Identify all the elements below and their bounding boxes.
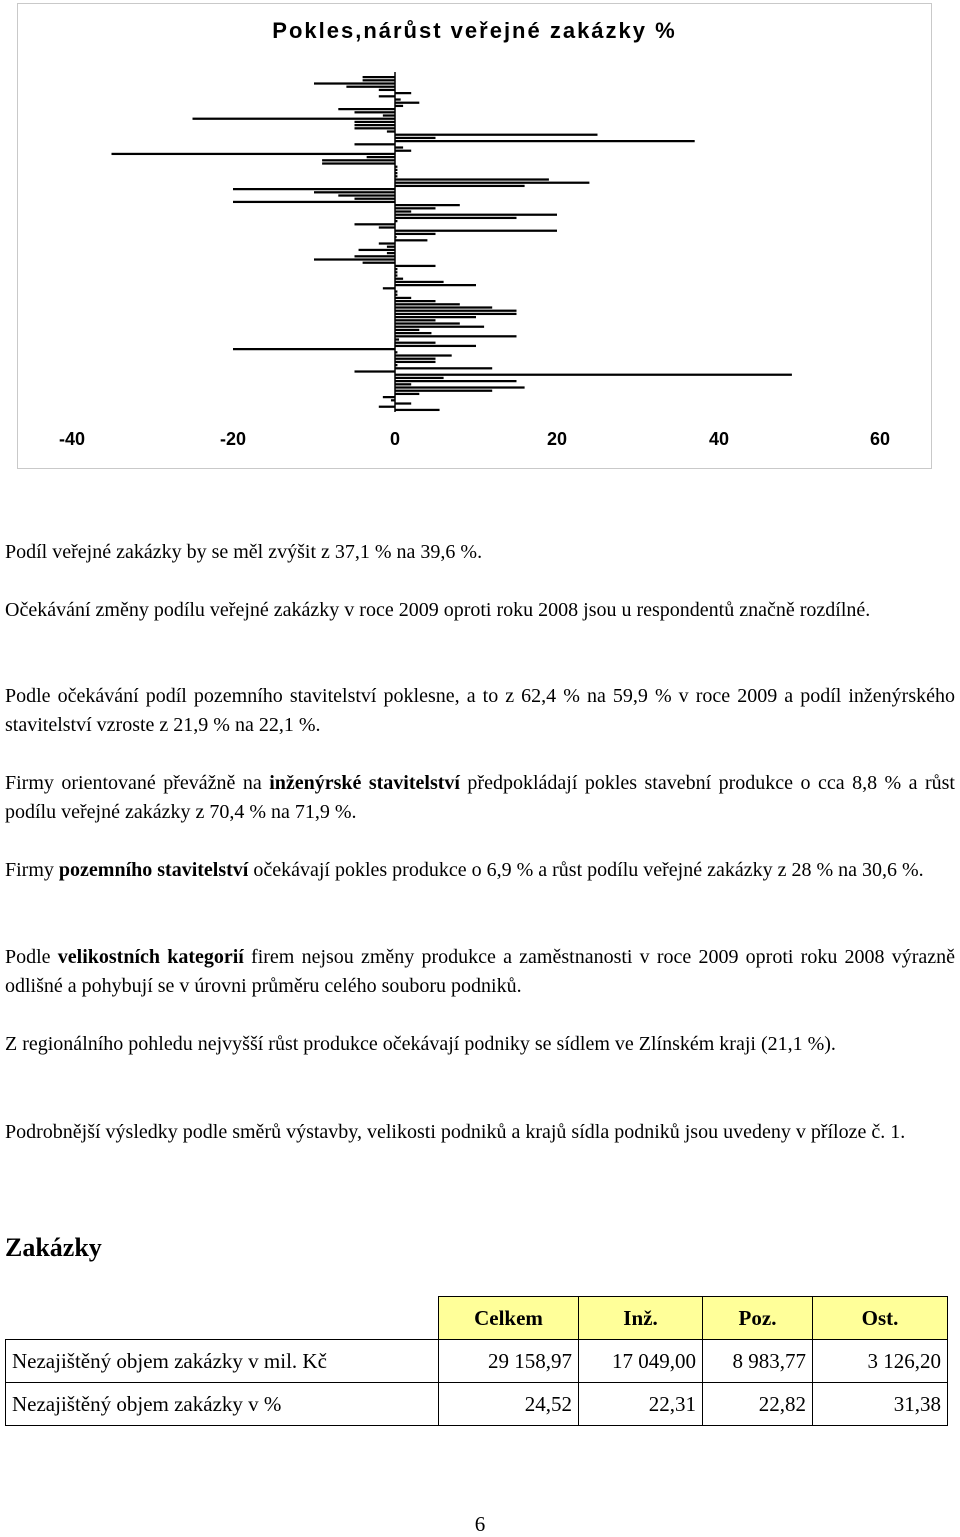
table-row [6, 1383, 948, 1426]
bold-term: velikostních kategorií [57, 946, 244, 968]
paragraph-regional: Z regionálního pohledu nejvyšší růst produkce očekávají podniky se sídlem ve Zlínském kraji (21,1 %). [5, 1033, 836, 1055]
paragraph-size-categories [5, 943, 955, 1001]
chart-bar [395, 306, 492, 308]
chart-bar [395, 233, 436, 235]
orders-table [5, 1296, 948, 1426]
text-run: očekávají pokles produkce o 6,9 % a růst podílu veřejné zakázky z 28 % na 30,6 %. [248, 859, 924, 881]
chart-bar [395, 178, 549, 180]
chart-bar [395, 390, 492, 392]
chart-bar [193, 118, 396, 120]
chart-bar [395, 332, 431, 334]
chart-bar [395, 210, 411, 212]
chart-bar [338, 194, 395, 196]
chart-bar [395, 380, 517, 382]
chart-bar [395, 409, 440, 411]
text-run: firem nejsou změny produkce a zaměstnanosti v roce 2009 oproti roku 2008 výrazně odlišné a pohybují se v úrovni průměru celého souboru podniků. [5, 946, 956, 997]
table-cell: 29 158,97 [439, 1340, 579, 1383]
chart-bar [395, 281, 444, 283]
chart-bar [395, 102, 419, 104]
chart-bar [363, 76, 395, 78]
chart-bar [379, 89, 395, 91]
text-run: Firmy [5, 859, 59, 881]
chart-bar [395, 284, 476, 286]
chart-bar [395, 278, 403, 280]
chart-bar [314, 82, 395, 84]
chart-bar [395, 361, 436, 363]
chart-bar [363, 79, 395, 81]
chart-bar [395, 316, 476, 318]
paragraph-appendix: Podrobnější výsledky podle směrů výstavby, velikosti podniků a krajů sídla podniků jsou uvedeny v příloze č. 1. [5, 1121, 906, 1143]
chart-bar [395, 329, 419, 331]
text-run: Firmy orientované převážně na [5, 772, 270, 794]
chart-bar [379, 406, 395, 408]
chart-bar [322, 159, 395, 161]
chart-bar [355, 111, 396, 113]
table-cell: 8 983,77 [703, 1340, 813, 1383]
chart-bar [355, 143, 396, 145]
chart-bar [387, 130, 395, 132]
bold-term: inženýrské stavitelství [269, 772, 460, 794]
chart-bar [395, 326, 484, 328]
bold-term: pozemního stavitelství [58, 859, 249, 881]
chart-bar [363, 262, 395, 264]
chart-bar [233, 201, 395, 203]
chart-bar [395, 214, 557, 216]
chart-bar [395, 303, 460, 305]
chart-bar [395, 92, 411, 94]
chart-bar [355, 198, 396, 200]
table-cell: 17 049,00 [579, 1340, 703, 1383]
chart-bar [355, 223, 396, 225]
chart-bar [395, 300, 436, 302]
chart-title: Pokles,nárůst veřejné zakázky % [272, 18, 677, 43]
chart-bar [395, 374, 792, 376]
chart-bar [395, 137, 436, 139]
chart-area [17, 3, 932, 469]
bars-group [112, 76, 792, 411]
chart-bar [395, 322, 460, 324]
table-header-cell: Celkem [439, 1297, 579, 1340]
table-row-label: Nezajištěný objem zakázky v % [6, 1383, 439, 1426]
x-axis-ticks [59, 429, 890, 449]
x-tick-label: 40 [708, 429, 730, 449]
chart-bar [395, 354, 452, 356]
chart-bar [355, 127, 396, 129]
paragraph-building-firms [5, 856, 955, 885]
chart-bar [395, 386, 525, 388]
chart-bar [359, 249, 395, 251]
table-corner-cell [6, 1297, 439, 1340]
chart-bar [395, 98, 401, 100]
text-run: předpokládají pokles stavební produkce o cca 8,8 % a růst podílu veřejné zakázky z 70,4 % na 71,9 %. [5, 772, 955, 823]
chart-bar [314, 191, 395, 193]
chart-bar [379, 226, 395, 228]
x-tick-label: -40 [58, 429, 86, 449]
chart-bar [395, 217, 517, 219]
chart-bar [395, 383, 411, 385]
chart-bar [314, 258, 395, 260]
chart-bar [355, 255, 396, 257]
chart-bar [387, 246, 395, 248]
chart-bar [395, 239, 427, 241]
chart-bar [233, 188, 395, 190]
chart-bar [395, 377, 444, 379]
chart-bar [395, 342, 436, 344]
chart-bar [395, 150, 411, 152]
table-cell: 3 126,20 [813, 1340, 948, 1383]
paragraph-engineering-firms [5, 769, 955, 827]
table-cell: 22,82 [703, 1383, 813, 1426]
chart-bar [395, 207, 436, 209]
page-number: 6 [474, 1512, 486, 1536]
chart-bar [395, 105, 403, 107]
chart-bar [395, 335, 517, 337]
x-tick-label: -20 [219, 429, 247, 449]
x-tick-label: 0 [389, 429, 401, 449]
paragraph-public-share: Podíl veřejné zakázky by se měl zvýšit z 37,1 % na 39,6 %. [5, 541, 483, 563]
chart-bar [387, 252, 395, 254]
chart-bar [322, 162, 395, 164]
chart-bar [383, 396, 395, 398]
chart-bar [395, 185, 525, 187]
chart-bar [395, 297, 411, 299]
table-row [6, 1340, 948, 1383]
text-run: Podle [5, 946, 58, 968]
chart-bar [395, 345, 476, 347]
chart-bar [395, 313, 517, 315]
chart-bar [395, 393, 419, 395]
chart-bar [395, 140, 695, 142]
table-cell: 24,52 [439, 1383, 579, 1426]
chart-bar [379, 95, 395, 97]
chart-bar [338, 108, 395, 110]
table-row-label: Nezajištěný objem zakázky v mil. Kč [6, 1340, 439, 1383]
table-header-cell: Inž. [579, 1297, 703, 1340]
chart-bar [379, 242, 395, 244]
chart-bar [395, 182, 589, 184]
chart-bar [233, 348, 395, 350]
chart-bar [395, 146, 403, 148]
chart-bar [395, 204, 460, 206]
bar-chart [18, 4, 931, 468]
table-cell: 22,31 [579, 1383, 703, 1426]
chart-bar [367, 156, 395, 158]
table-header-cell: Poz. [703, 1297, 813, 1340]
chart-bar [395, 310, 517, 312]
chart-bar [112, 153, 396, 155]
paragraph-expectations: Očekávání změny podílu veřejné zakázky v roce 2009 oproti roku 2008 jsou u respondentů značně rozdílné. [5, 599, 871, 621]
chart-bar [355, 121, 396, 123]
table-cell: 31,38 [813, 1383, 948, 1426]
chart-bar [383, 287, 395, 289]
chart-bar [383, 114, 395, 116]
x-tick-label: 60 [869, 429, 891, 449]
chart-bar [395, 367, 492, 369]
table-header-cell: Ost. [813, 1297, 948, 1340]
chart-bar [395, 358, 436, 360]
section-heading: Zakázky [5, 1233, 102, 1262]
chart-bar [395, 230, 557, 232]
chart-bar [355, 370, 396, 372]
x-tick-label: 20 [546, 429, 568, 449]
chart-bar [395, 319, 436, 321]
paragraph-building-share: Podle očekávání podíl pozemního stavitelství poklesne, a to z 62,4 % na 59,9 % v roce 2009 a podíl inženýrského stavitelství vzroste z 21,9 % na 22,1 %. [5, 685, 955, 736]
chart-bar [346, 86, 395, 88]
table-header-row [6, 1297, 948, 1340]
chart-bar [395, 134, 598, 136]
chart-bar [355, 124, 396, 126]
chart-bar [395, 265, 436, 267]
chart-bar [395, 402, 411, 404]
